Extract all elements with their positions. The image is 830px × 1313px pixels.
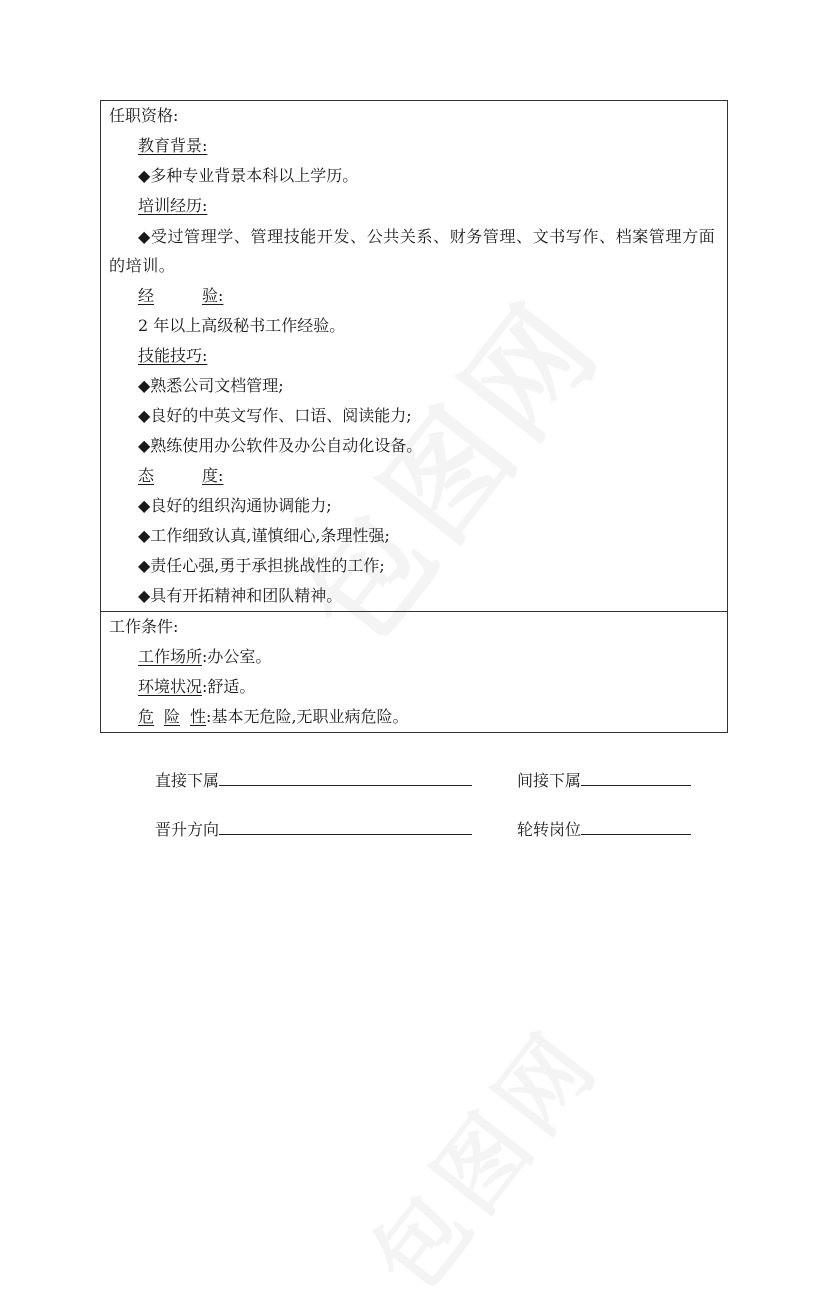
workplace-row	[109, 642, 719, 672]
environment-value: :舒适。	[202, 677, 256, 696]
promotion-path-blank[interactable]	[219, 816, 472, 835]
conditions-title: 工作条件:	[109, 617, 179, 636]
rotation-position-field	[517, 815, 691, 845]
subordinates-row	[155, 766, 715, 796]
conditions-section	[101, 611, 727, 732]
environment-row	[109, 672, 719, 702]
skills-item: ◆熟练使用办公软件及办公自动化设备。	[138, 436, 423, 455]
direct-subordinate-field	[155, 766, 472, 796]
direct-subordinate-label: 直接下属	[155, 771, 220, 790]
experience-text: 2 年以上高级秘书工作经验。	[138, 316, 346, 335]
training-text: ◆受过管理学、管理技能开发、公共关系、财务管理、文书写作、档案管理方面的培训。	[109, 227, 716, 275]
education-item: ◆多种专业背景本科以上学历。	[138, 166, 359, 185]
education-label-row	[109, 131, 719, 161]
environment-label: 环境状况	[138, 677, 203, 696]
watermark-bottom	[336, 997, 623, 1313]
attitude-item: ◆责任心强,勇于承担挑战性的工作;	[138, 556, 385, 575]
indirect-subordinate-label: 间接下属	[517, 771, 582, 790]
rotation-position-blank[interactable]	[581, 816, 691, 835]
career-row	[155, 815, 715, 845]
hazard-row	[109, 702, 719, 732]
training-label: 培训经历:	[138, 196, 208, 215]
qualifications-title: 任职资格:	[109, 106, 179, 125]
experience-label-row	[109, 281, 719, 311]
workplace-value: :办公室。	[202, 647, 272, 666]
promotion-path-field	[155, 815, 472, 845]
attitude-label: 态 度:	[138, 466, 224, 485]
education-label: 教育背景:	[138, 136, 208, 155]
skills-label: 技能技巧:	[138, 346, 208, 365]
experience-label: 经 验:	[138, 286, 224, 305]
training-label-row	[109, 191, 719, 221]
hazard-value: :基本无危险,无职业病危险。	[206, 707, 409, 726]
indirect-subordinate-field	[517, 766, 691, 796]
workplace-label: 工作场所	[138, 647, 203, 666]
direct-subordinate-blank[interactable]	[219, 767, 472, 786]
promotion-path-label: 晋升方向	[155, 820, 220, 839]
skills-label-row	[109, 341, 719, 371]
hazard-label: 危 险 性	[138, 707, 207, 726]
qualifications-table	[100, 100, 728, 733]
attitude-item: ◆工作细致认真,谨慎细心,条理性强;	[138, 526, 390, 545]
rotation-position-label: 轮转岗位	[517, 820, 582, 839]
skills-item: ◆熟悉公司文档管理;	[138, 376, 284, 395]
qualifications-section	[101, 101, 727, 611]
attitude-item: ◆具有开拓精神和团队精神。	[138, 586, 343, 605]
indirect-subordinate-blank[interactable]	[581, 767, 691, 786]
skills-item: ◆良好的中英文写作、口语、阅读能力;	[138, 406, 412, 425]
attitude-item: ◆良好的组织沟通协调能力;	[138, 496, 332, 515]
attitude-label-row	[109, 461, 719, 491]
